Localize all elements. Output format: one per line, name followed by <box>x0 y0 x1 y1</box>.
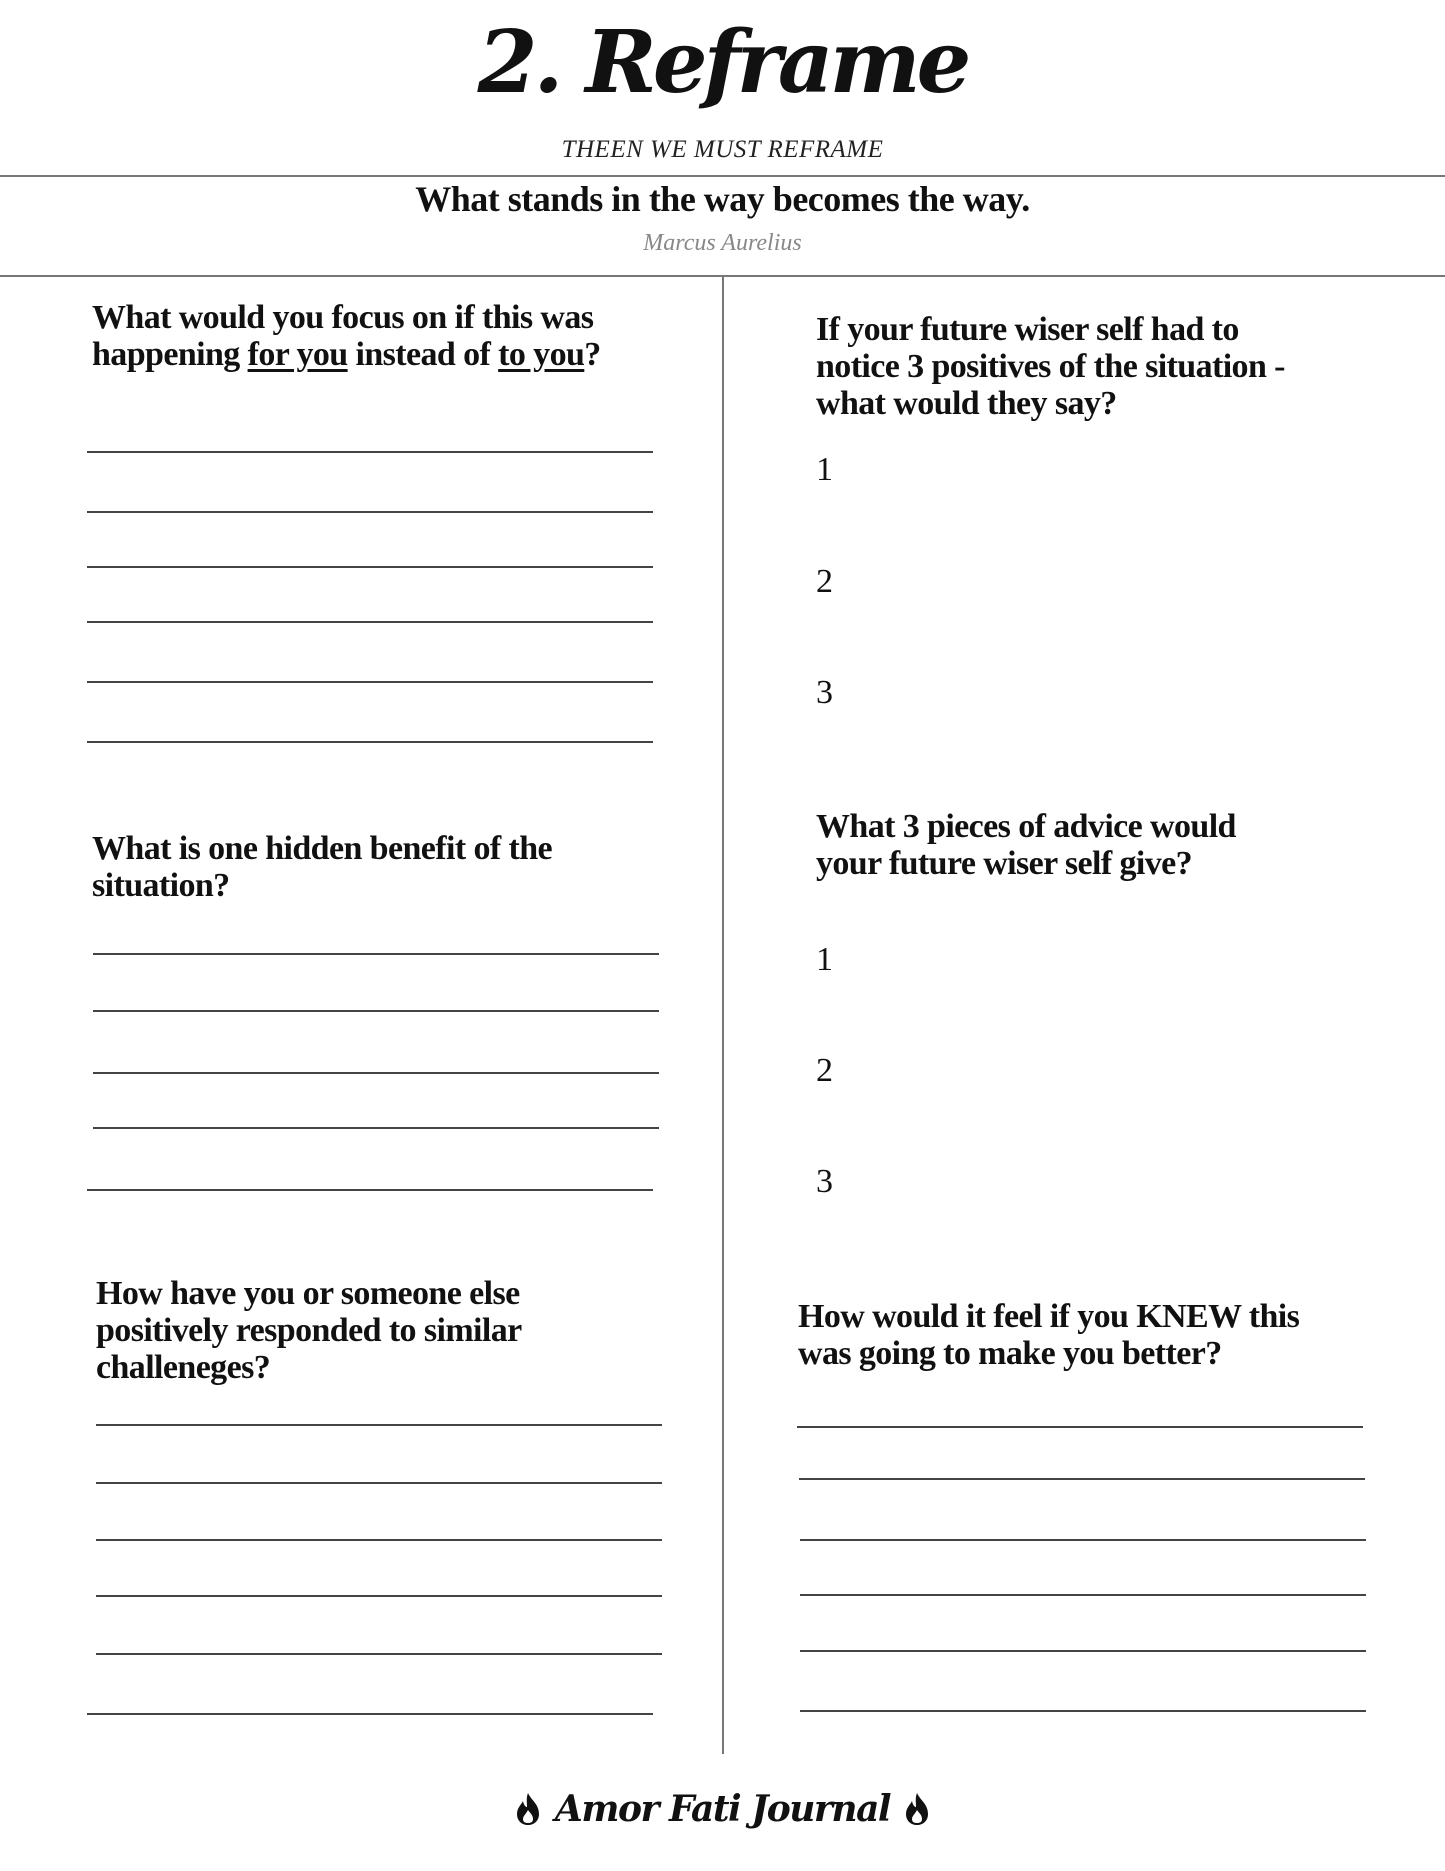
writing-line[interactable] <box>87 511 653 513</box>
header-divider-top <box>0 175 1445 177</box>
left-question-1: What would you focus on if this was happening for you instead of to you? <box>92 299 601 373</box>
writing-line[interactable] <box>800 1539 1366 1541</box>
writing-line[interactable] <box>799 1478 1365 1480</box>
left-question-2: What is one hidden benefit of the situation? <box>92 830 553 904</box>
writing-line[interactable] <box>797 1426 1363 1428</box>
flame-icon <box>902 1792 932 1826</box>
writing-line[interactable] <box>93 1010 659 1012</box>
writing-line[interactable] <box>800 1594 1366 1596</box>
writing-line[interactable] <box>800 1650 1366 1652</box>
page-title: 2. Reframe <box>477 12 968 113</box>
list-number: 3 <box>816 1163 833 1200</box>
writing-line[interactable] <box>96 1595 662 1597</box>
footer <box>0 1788 1445 1830</box>
column-divider <box>722 277 724 1754</box>
right-question-2: What 3 pieces of advice would your future wiser self give? <box>816 808 1236 882</box>
writing-line[interactable] <box>93 1072 659 1074</box>
right-question-3: How would it feel if you KNEW this was going to make you better? <box>798 1298 1300 1372</box>
writing-line[interactable] <box>93 953 659 955</box>
list-number: 1 <box>816 451 833 488</box>
quote-text: What stands in the way becomes the way. <box>415 179 1030 219</box>
list-number: 2 <box>816 1052 833 1089</box>
writing-line[interactable] <box>96 1539 662 1541</box>
flame-icon <box>513 1792 543 1826</box>
left-question-3: How have you or someone else positively responded to similar challeneges? <box>96 1275 522 1386</box>
writing-line[interactable] <box>800 1710 1366 1712</box>
page-subtitle: THEEN WE MUST REFRAME <box>561 136 884 163</box>
writing-line[interactable] <box>87 621 653 623</box>
right-question-1: If your future wiser self had to notice 3 positives of the situation - what would they say? <box>816 311 1285 422</box>
footer-brand: Amor Fati Journal <box>554 1788 891 1830</box>
writing-line[interactable] <box>96 1424 662 1426</box>
writing-line[interactable] <box>87 451 653 453</box>
writing-line[interactable] <box>87 1713 653 1715</box>
list-number: 3 <box>816 674 833 711</box>
writing-line[interactable] <box>87 741 653 743</box>
writing-line[interactable] <box>87 566 653 568</box>
writing-line[interactable] <box>93 1127 659 1129</box>
list-number: 1 <box>816 941 833 978</box>
writing-line[interactable] <box>96 1482 662 1484</box>
quote-author: Marcus Aurelius <box>643 230 802 256</box>
writing-line[interactable] <box>87 681 653 683</box>
writing-line[interactable] <box>87 1189 653 1191</box>
list-number: 2 <box>816 563 833 600</box>
writing-line[interactable] <box>96 1653 662 1655</box>
